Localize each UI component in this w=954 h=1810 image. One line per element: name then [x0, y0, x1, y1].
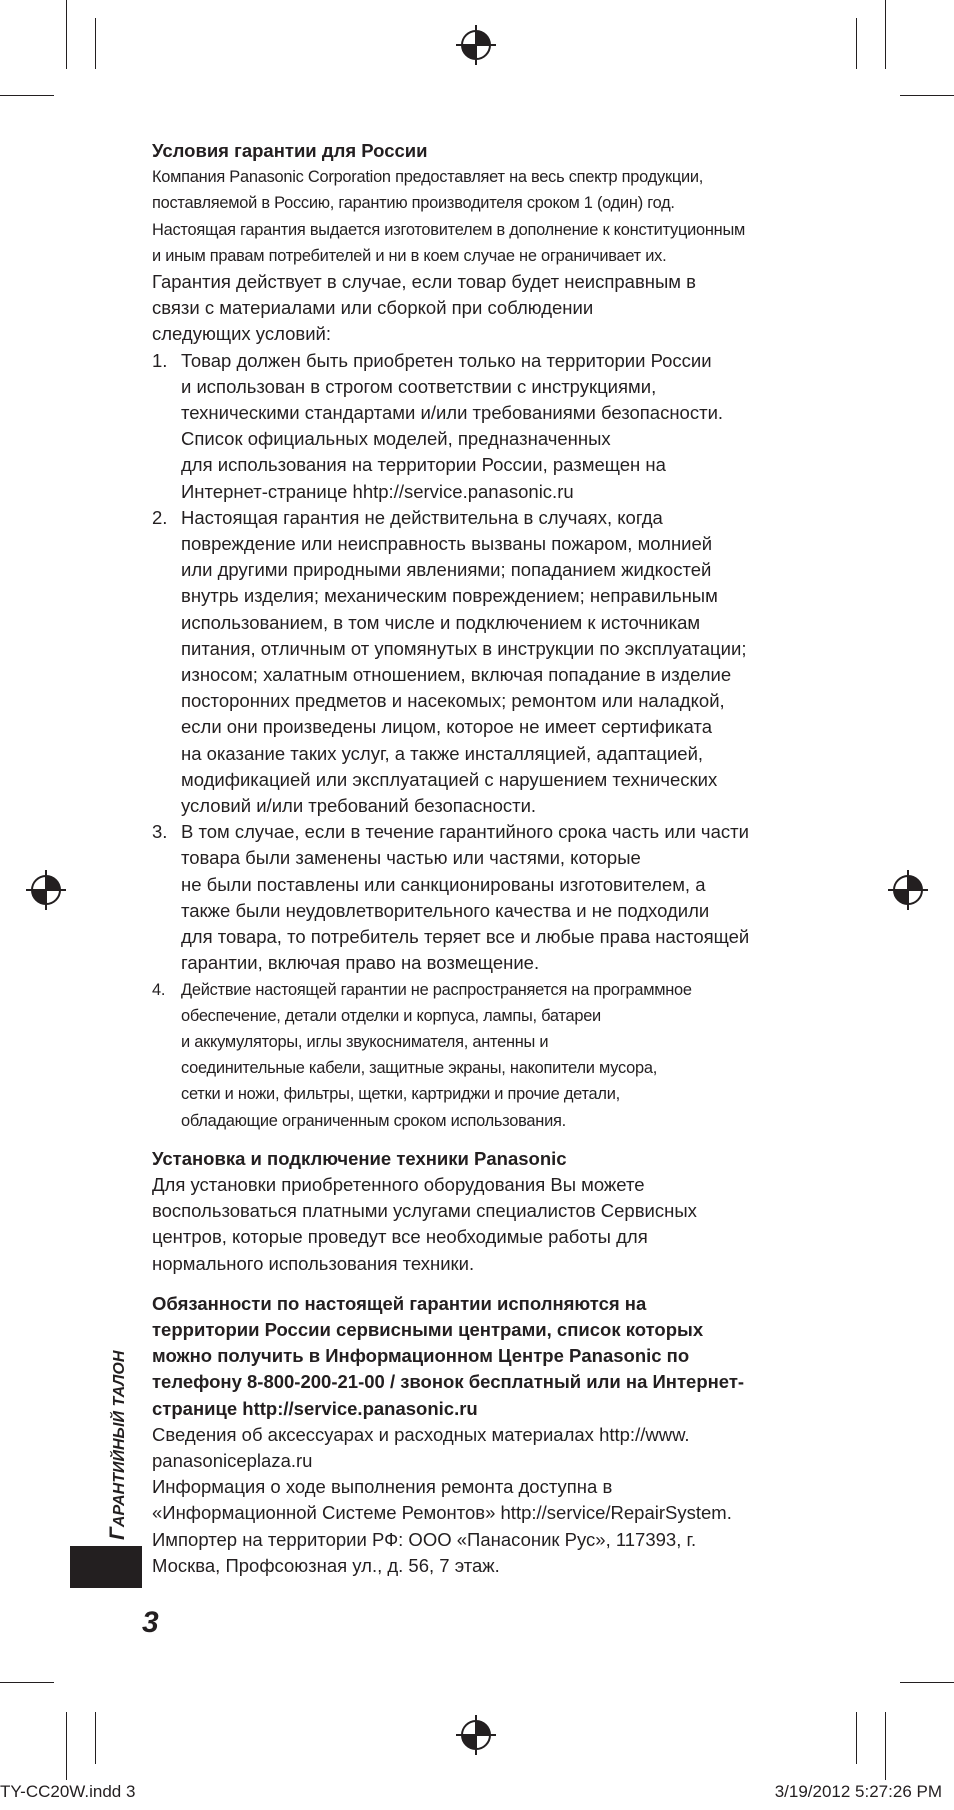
- text-line: сетки и ножи, фильтры, щетки, картриджи и прочие детали,: [181, 1085, 620, 1104]
- footer-datetime: 3/19/2012 5:27:26 PM: [774, 1782, 942, 1801]
- crop-mark: [95, 18, 96, 69]
- text-line: повреждение или неисправность вызваны пожаром, молнией: [181, 533, 713, 555]
- crop-mark: [856, 1712, 857, 1764]
- text-line: для использования на территории России, размещен на: [181, 454, 666, 476]
- text-line: panasoniceplaza.ru: [152, 1449, 313, 1471]
- footer-file-slug: TY-CC20W.indd 3: [0, 1782, 136, 1801]
- text-line: Импортер на территории РФ: ООО «Панасоник Рус», 117393, г.: [152, 1528, 697, 1550]
- text-line: техническими стандартами и/или требованиями безопасности.: [181, 402, 724, 424]
- text-line: на оказание таких услуг, а также инсталляцией, адаптацией,: [181, 742, 704, 764]
- text-line: связи с материалами или сборкой при соблюдении: [152, 297, 594, 319]
- registration-mark-icon: [888, 870, 928, 910]
- crop-mark: [856, 18, 857, 69]
- text-line: Для установки приобретенного оборудования Вы можете: [152, 1173, 645, 1195]
- text-line: не были поставлены или санкционированы изготовителем, а: [181, 873, 706, 895]
- condition-item: [152, 505, 792, 819]
- text-line: «Информационной Системе Ремонтов» http://service/RepairSystem.: [152, 1502, 732, 1524]
- text-line: или другими природными явлениями; попаданием жидкостей: [181, 559, 712, 581]
- text-line: питания, отличным от упомянутых в инструкции по эксплуатации;: [181, 637, 747, 659]
- text-line: и иным правам потребителей и ни в коем случае не ограничивает их.: [152, 246, 667, 265]
- item-number: 2.: [152, 506, 168, 528]
- text-line: воспользоваться платными услугами специалистов Сервисных: [152, 1200, 697, 1222]
- text-line: Настоящая гарантия не действительна в случаях, когда: [181, 506, 663, 528]
- obligations-bold-line: можно получить в Информационном Центре Panasonic по: [152, 1345, 690, 1367]
- text-line: Информация о ходе выполнения ремонта доступна в: [152, 1476, 613, 1498]
- text-line: для товара, то потребитель теряет все и любые права настоящей: [181, 926, 750, 948]
- side-section-title: [106, 1351, 130, 1540]
- crop-mark: [66, 0, 67, 69]
- condition-item: [152, 348, 792, 505]
- obligations-bold-line: Обязанности по настоящей гарантии исполняются на: [152, 1292, 647, 1314]
- item-number: 1.: [152, 349, 168, 371]
- crop-mark: [900, 95, 954, 96]
- text-line: Товар должен быть приобретен только на территории России: [181, 349, 712, 371]
- text-line: Действие настоящей гарантии не распространяется на программное: [181, 980, 692, 999]
- crop-mark: [885, 0, 886, 69]
- crop-mark: [66, 1712, 67, 1780]
- text-line: следующих условий:: [152, 323, 332, 345]
- text-line: гарантии, включая право на возмещение.: [181, 952, 540, 974]
- text-line: также были неудовлетворительного качества и не подходили: [181, 899, 710, 921]
- registration-mark-icon: [456, 1715, 496, 1755]
- registration-mark-icon: [26, 870, 66, 910]
- registration-mark-icon: [456, 25, 496, 65]
- text-line: условий и/или требований безопасности.: [181, 795, 537, 817]
- text-line: центров, которые проведут все необходимые работы для: [152, 1226, 648, 1248]
- text-line: внутрь изделия; механическим повреждением; неправильным: [181, 585, 718, 607]
- text-line: соединительные кабели, защитные экраны, накопители мусора,: [181, 1059, 657, 1078]
- condition-item: [152, 819, 792, 976]
- item-number: 4.: [152, 980, 166, 999]
- text-line: модификацией или эксплуатацией с нарушением технических: [181, 768, 718, 790]
- section-heading-install: Установка и подключение техники Panasonic: [152, 1147, 567, 1169]
- section-tab-marker: [70, 1546, 142, 1588]
- crop-mark: [900, 1682, 954, 1683]
- text-line: Интернет-странице hhtp://service.panasonic.ru: [181, 480, 574, 502]
- text-line: Москва, Профсоюзная ул., д. 56, 7 этаж.: [152, 1554, 500, 1576]
- obligations-bold-line: странице http://service.panasonic.ru: [152, 1397, 478, 1419]
- text-line: Компания Panasonic Corporation предоставляет на весь спектр продукции,: [152, 168, 704, 187]
- text-line: нормального использования техники.: [152, 1252, 475, 1274]
- obligations-bold-line: телефону 8-800-200-21-00 / звонок бесплатный или на Интернет-: [152, 1371, 745, 1393]
- text-line: поставляемой в Россию, гарантию производителя сроком 1 (один) год.: [152, 194, 675, 213]
- section-heading-russia: Условия гарантии для России: [152, 140, 428, 161]
- condition-item: [152, 977, 792, 1134]
- text-line: износом; халатным отношением, включая попадание в изделие: [181, 664, 732, 686]
- text-line: Настоящая гарантия выдается изготовителем в дополнение к конституционным: [152, 220, 746, 239]
- warranty-text: [152, 138, 792, 1579]
- text-line: товара были заменены частью или частями, которые: [181, 847, 641, 869]
- text-line: если они произведены лицом, которое не имеет сертификата: [181, 716, 712, 738]
- text-line: Гарантия действует в случае, если товар будет неисправным в: [152, 271, 696, 293]
- crop-mark: [885, 1712, 886, 1780]
- text-line: и использован в строгом соответствии с инструкциями,: [181, 375, 657, 397]
- text-line: В том случае, если в течение гарантийного срока часть или части: [181, 821, 749, 843]
- text-line: посторонних предметов и насекомых; ремонтом или наладкой,: [181, 690, 725, 712]
- item-number: 3.: [152, 821, 168, 843]
- page-number: 3: [142, 1606, 159, 1639]
- crop-mark: [0, 95, 54, 96]
- side-title-rest: АРАНТИЙНЫЙ ТАЛОН: [111, 1350, 128, 1528]
- obligations-bold-line: территории России сервисными центрами, список которых: [152, 1318, 704, 1340]
- crop-mark: [95, 1712, 96, 1764]
- text-line: использованием, в том числе и подключением к источникам: [181, 611, 701, 633]
- text-line: обладающие ограниченным сроком использования.: [181, 1111, 566, 1130]
- text-line: обеспечение, детали отделки и корпуса, лампы, батареи: [181, 1006, 601, 1025]
- text-line: и аккумуляторы, иглы звукоснимателя, антенны и: [181, 1032, 549, 1051]
- crop-mark: [0, 1682, 54, 1683]
- text-line: Сведения об аксессуарах и расходных материалах http://www.: [152, 1423, 690, 1445]
- conditions-list: [152, 348, 792, 1134]
- side-title-initial: Г: [106, 1527, 129, 1540]
- text-line: Список официальных моделей, предназначенных: [181, 428, 611, 450]
